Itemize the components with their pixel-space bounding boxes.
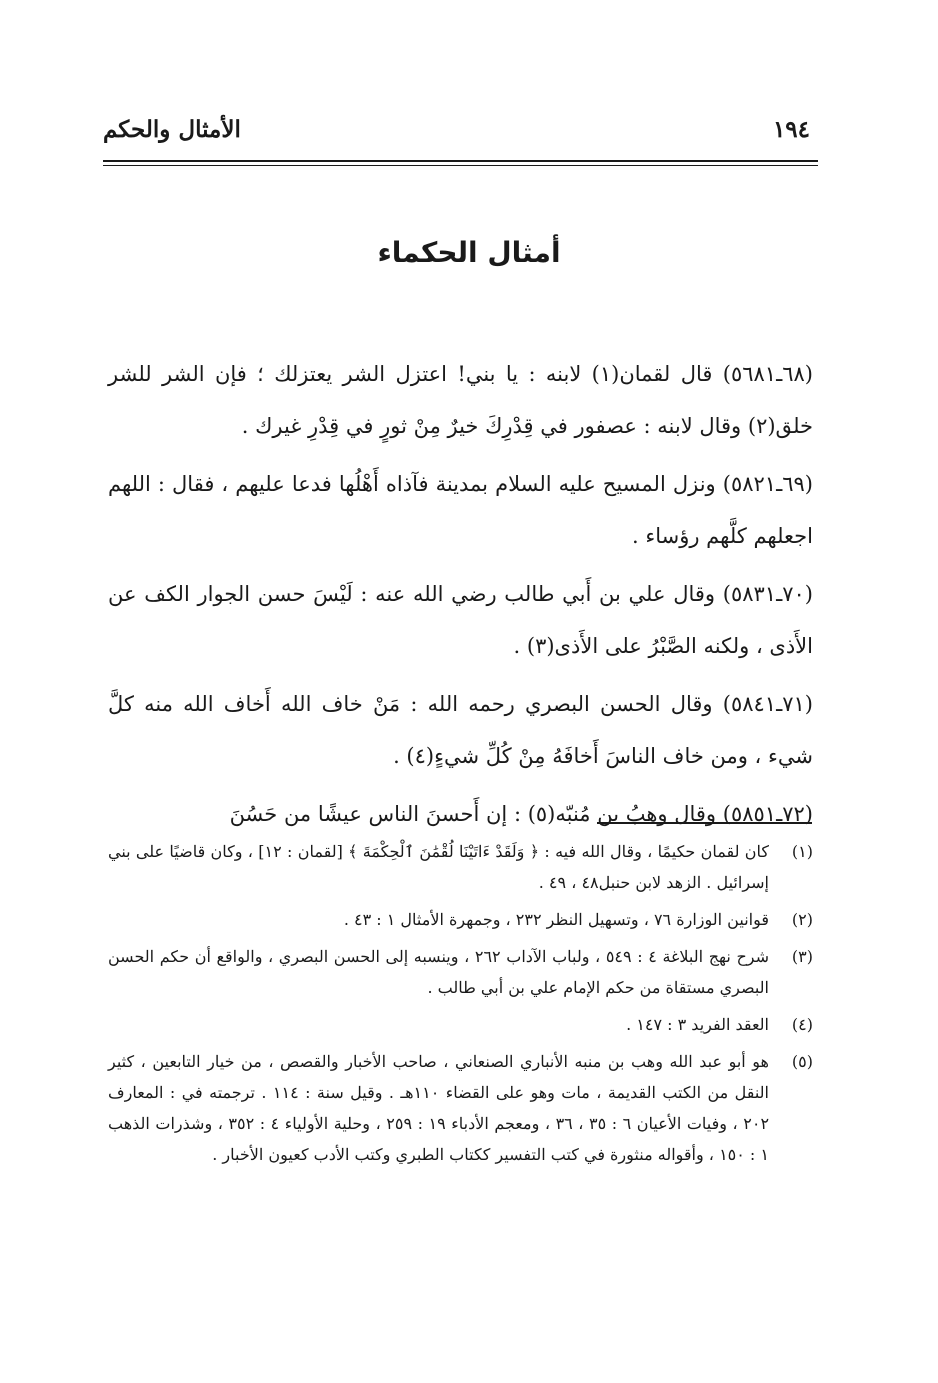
footnote-number: (٥): [791, 1052, 813, 1071]
footnote-2: [108, 904, 813, 935]
paragraph-571: (٧١ـ٥٨٤١) وقال الحسن البصري رحمه الله : مَنْ خاف الله أَخاف الله منه كلَّ شيء ، ومن خاف الناسَ أَخافَهُ مِنْ كُلِّ شيءٍ(٤) .: [108, 692, 813, 768]
footnote-text: قوانين الوزارة ٧٦ ، وتسهيل النظر ٢٣٢ ، وجمهرة الأمثال ١ : ٤٣ .: [343, 910, 769, 929]
footnote-1: [108, 836, 813, 898]
paragraph-569: (٦٩ـ٥٨٢١) ونزل المسيح عليه السلام بمدينة فآذاه أَهْلُها فدعا عليهم ، فقال : اللهم اجعلهم كلَّهم رؤساء .: [108, 472, 813, 548]
footnote-4: [108, 1009, 813, 1040]
running-header: [103, 112, 810, 152]
footnotes: [108, 836, 813, 1176]
section-heading: أمثال الحكماء: [377, 236, 561, 269]
header-rule: [103, 160, 818, 162]
running-title: الأمثال والحكم: [103, 116, 241, 143]
header-rule-thin: [103, 165, 818, 166]
paragraph-570: (٧٠ـ٥٨٣١) وقال علي بن أَبي طالب رضي الله عنه : لَيْسَ حسن الجوار الكف عن الأَذى ، ولكنه الصَّبْرُ على الأَذى(٣) .: [108, 582, 813, 658]
footnote-separator: [597, 822, 812, 824]
paragraph-572: (٧٢ـ٥٨٥١) وقال وهبُ بن مُنبّه(٥) : إن أَحسنَ الناس عيشًا من حَسُنَ: [229, 802, 813, 826]
footnote-number: (١): [791, 842, 813, 861]
main-text: [108, 348, 813, 846]
footnote-text: العقد الفريد ٣ : ١٤٧ .: [626, 1015, 769, 1034]
footnote-text: كان لقمان حكيمًا ، وقال الله فيه : ﴿ وَلَقَدْ ءَاتَيْنَا لُقْمَٰنَ ٱلْحِكْمَةَ ﴾ [لقمان : ١٢] ، وكان قاضيًا على بني إسرائيل . الزهد لابن حنبل٤٨ ، ٤٩ .: [108, 842, 770, 892]
footnote-3: [108, 941, 813, 1003]
footnote-number: (٢): [791, 910, 813, 929]
page-number: ١٩٤: [772, 116, 810, 143]
footnote-text: هو أبو عبد الله وهب بن منبه الأنباري الصنعاني ، صاحب الأخبار والقصص ، من خيار التابعين ، كثير النقل من الكتب القديمة ، مات وهو على القضاء ١١٠هـ . وقيل سنة : ١١٤ . ترجمته في : المعارف ٢٠٢ ، وفيات الأعيان ٦ : ٣٥ ، ٣٦ ، ومعجم الأدباء ١٩ : ٢٥٩ ، وحلية الأولياء ٤ : ٣٥٢ ، وشذرات الذهب ١ : ١٥٠ ، وأقواله منثورة في كتب التفسير ككتاب الطبري وكتب الأدب كعيون الأخبار .: [108, 1052, 770, 1164]
footnote-text: شرح نهج البلاغة ٤ : ٥٤٩ ، ولباب الآداب ٢٦٢ ، وينسبه إلى الحسن البصري ، والواقع أن حكم الحسن البصري مستقاة من حكم الإمام علي بن أبي طالب .: [108, 947, 770, 997]
paragraph-568: (٦٨ـ٥٦٨١) قال لقمان(١) لابنه : يا بني! اعتزل الشر يعتزلك ؛ فإن الشر للشر خلق(٢) وقال لابنه : عصفور في قِدْرِكَ خيرٌ مِنْ ثورٍ في قِدْرِ غيرك .: [108, 362, 813, 438]
footnote-number: (٤): [791, 1015, 813, 1034]
footnote-number: (٣): [791, 947, 813, 966]
footnote-5: [108, 1046, 813, 1170]
